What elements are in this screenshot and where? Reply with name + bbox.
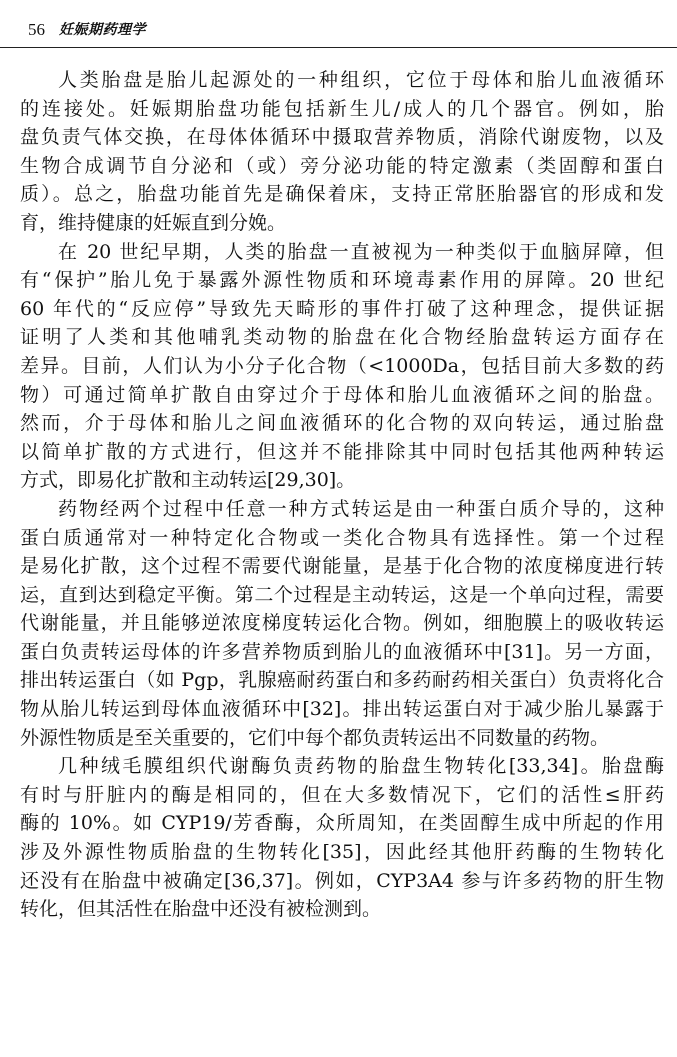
text-line: 代谢能量，并且能够逆浓度梯度转运化合物。例如，细胞膜上的吸收转运 [20, 612, 664, 635]
text-line: 证明了人类和其他哺乳类动物的胎盘在化合物经胎盘转运方面存在 [20, 326, 664, 349]
text-line: 运，直到达到稳定平衡。第二个过程是主动转运，这是一个单向过程，需要 [20, 583, 664, 606]
text-line: 还没有在胎盘中被确定[36,37]。例如，CYP3A4 参与许多药物的肝生物 [20, 869, 664, 892]
text-line: 的连接处。妊娠期胎盘功能包括新生儿/成人的几个器官。例如，胎 [20, 97, 664, 120]
text-line: 外源性物质是至关重要的，它们中每个都负责转运出不同数量的药物。 [20, 726, 610, 749]
paragraph [20, 752, 664, 924]
running-title: 妊娠期药理学 [59, 22, 146, 38]
text-line: 蛋白负责转运母体的许多营养物质到胎儿的血液循环中[31]。另一方面， [20, 640, 664, 663]
text-line: 物从胎儿转运到母体血液循环中[32]。排出转运蛋白对于减少胎儿暴露于 [20, 698, 664, 721]
text-line: 药物经两个过程中任意一种方式转运是由一种蛋白质介导的，这种 [58, 497, 664, 520]
text-line: 方式，即易化扩散和主动转运[29,30]。 [20, 469, 356, 492]
text-line: 差异。目前，人们认为小分子化合物（<1000Da，包括目前大多数的药 [20, 354, 664, 377]
text-line: 有“保护”胎儿免于暴露外源性物质和环境毒素作用的屏障。20 世纪 [20, 269, 664, 292]
text-line: 转化，但其活性在胎盘中还没有被检测到。 [20, 898, 382, 921]
text-line: 然而，介于母体和胎儿之间血液循环的化合物的双向转运，通过胎盘 [20, 412, 664, 435]
body-text [20, 66, 664, 924]
text-line: 蛋白质通常对一种特定化合物或一类化合物具有选择性。第一个过程 [20, 526, 664, 549]
page-header [0, 0, 677, 48]
text-line: 60 年代的“反应停”导致先天畸形的事件打破了这种理念，提供证据 [20, 297, 664, 320]
text-line: 人类胎盘是胎儿起源处的一种组织，它位于母体和胎儿血液循环 [58, 69, 664, 91]
text-line: 涉及外源性物质胎盘的生物转化[35]，因此经其他肝药酶的生物转化 [20, 841, 664, 864]
text-line: 排出转运蛋白（如 Pgp，乳腺癌耐药蛋白和多药耐药相关蛋白）负责将化合 [20, 669, 664, 692]
text-line: 以简单扩散的方式进行，但这并不能排除其中同时包括其他两种转运 [20, 440, 664, 463]
text-line: 育，维持健康的妊娠直到分娩。 [20, 211, 287, 234]
paragraph [20, 238, 664, 495]
page-number: 56 [28, 20, 45, 39]
text-line: 物）可通过简单扩散自由穿过介于母体和胎儿血液循环之间的胎盘。 [20, 383, 664, 406]
text-line: 酶的 10%。如 CYP19/芳香酶，众所周知，在类固醇生成中所起的作用 [20, 812, 664, 835]
text-line: 有时与肝脏内的酶是相同的，但在大多数情况下，它们的活性≤肝药 [20, 783, 664, 806]
text-line: 在 20 世纪早期，人类的胎盘一直被视为一种类似于血脑屏障，但 [58, 240, 664, 263]
text-line: 是易化扩散，这个过程不需要代谢能量，是基于化合物的浓度梯度进行转 [20, 555, 664, 578]
paragraph [20, 495, 664, 752]
text-line: 生物合成调节自分泌和（或）旁分泌功能的特定激素（类固醇和蛋白 [20, 154, 664, 177]
paragraph [20, 66, 664, 238]
text-line: 盘负责气体交换，在母体体循环中摄取营养物质，消除代谢废物，以及 [20, 126, 664, 149]
text-line: 几种绒毛膜组织代谢酶负责药物的胎盘生物转化[33,34]。胎盘酶 [58, 755, 664, 778]
text-line: 质）。总之，胎盘功能首先是确保着床，支持正常胚胎器官的形成和发 [20, 183, 664, 206]
